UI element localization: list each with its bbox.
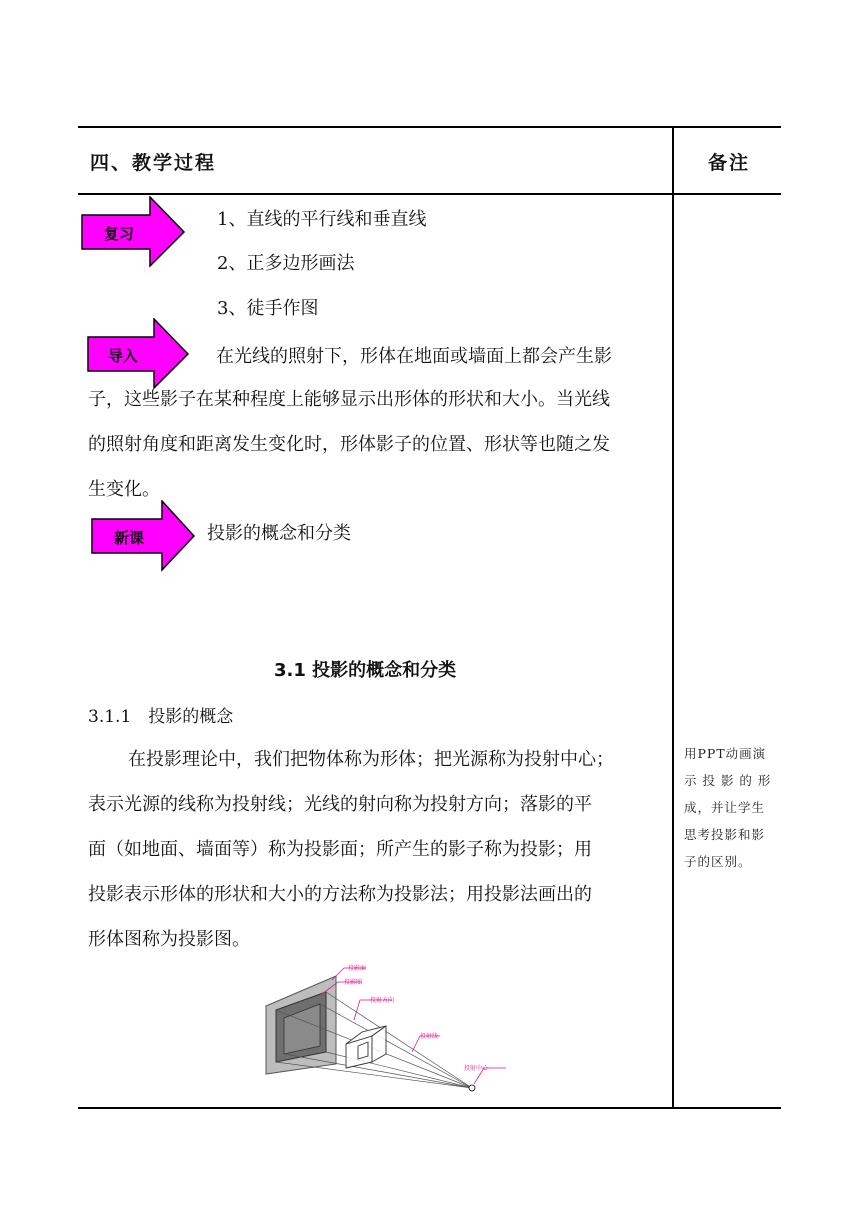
section-paragraph-line: 面（如地面、墙面等）称为投影面；所产生的影子称为投影；用 [88, 839, 592, 860]
intro-badge-label: 导入 [108, 347, 139, 365]
review-item: 2、正多边形画法 [217, 253, 355, 274]
intro-line: 在光线的照射下，形体在地面或墙面上都会产生影 [216, 346, 612, 367]
column-header-remarks: 备注 [708, 152, 751, 174]
projection-diagram [262, 962, 512, 1094]
section-paragraph-line: 投影表示形体的形状和大小的方法称为投影法；用投影法画出的 [88, 884, 592, 905]
remarks-note-line: 子的区别。 [684, 854, 752, 869]
intro-line: 生变化。 [88, 479, 160, 500]
new-lesson-topic: 投影的概念和分类 [207, 523, 351, 544]
section-paragraph-line: 形体图称为投影图。 [88, 929, 250, 950]
figure-label-projection-plane: 投影面 [348, 965, 367, 972]
section-paragraph-line: 表示光源的线称为投射线；光线的射向称为投射方向；落影的平 [88, 794, 592, 815]
review-item: 3、徒手作图 [217, 298, 319, 319]
figure-label-projection-image: 投影图 [344, 979, 363, 986]
remarks-note-line: 示 投 影 的 形 [684, 773, 772, 788]
table-bottom-rule [78, 1107, 781, 1109]
column-header-teaching-process: 四、教学过程 [90, 152, 217, 174]
table-top-rule [78, 126, 781, 128]
remarks-note [684, 740, 776, 875]
review-item: 1、直线的平行线和垂直线 [217, 209, 427, 230]
column-divider [672, 126, 674, 1109]
remarks-note-line: 成，并让学生 [684, 800, 766, 815]
remarks-note-line: 思考投影和影 [684, 827, 766, 842]
intro-line: 子，这些影子在某种程度上能够显示出形体的形状和大小。当光线 [88, 389, 610, 410]
section-paragraph-line: 在投影理论中，我们把物体称为形体；把光源称为投射中心； [128, 749, 614, 770]
header-bottom-rule [78, 193, 781, 195]
figure-label-projection-line: 投射线 [420, 1033, 439, 1040]
projection-center-point [469, 1085, 475, 1091]
figure-label-projection-center: 投射中心 [464, 1065, 489, 1072]
review-badge-label: 复习 [104, 225, 135, 243]
remarks-note-line: 用PPT动画演 [684, 746, 767, 761]
new-lesson-badge-label: 新课 [114, 529, 145, 547]
intro-line: 的照射角度和距离发生变化时，形体影子的位置、形状等也随之发 [88, 434, 610, 455]
figure-label-projection-direction: 投射方向 [370, 997, 395, 1004]
section-title: 3.1 投影的概念和分类 [274, 660, 457, 681]
subsection-title: 3.1.1 投影的概念 [88, 707, 234, 727]
